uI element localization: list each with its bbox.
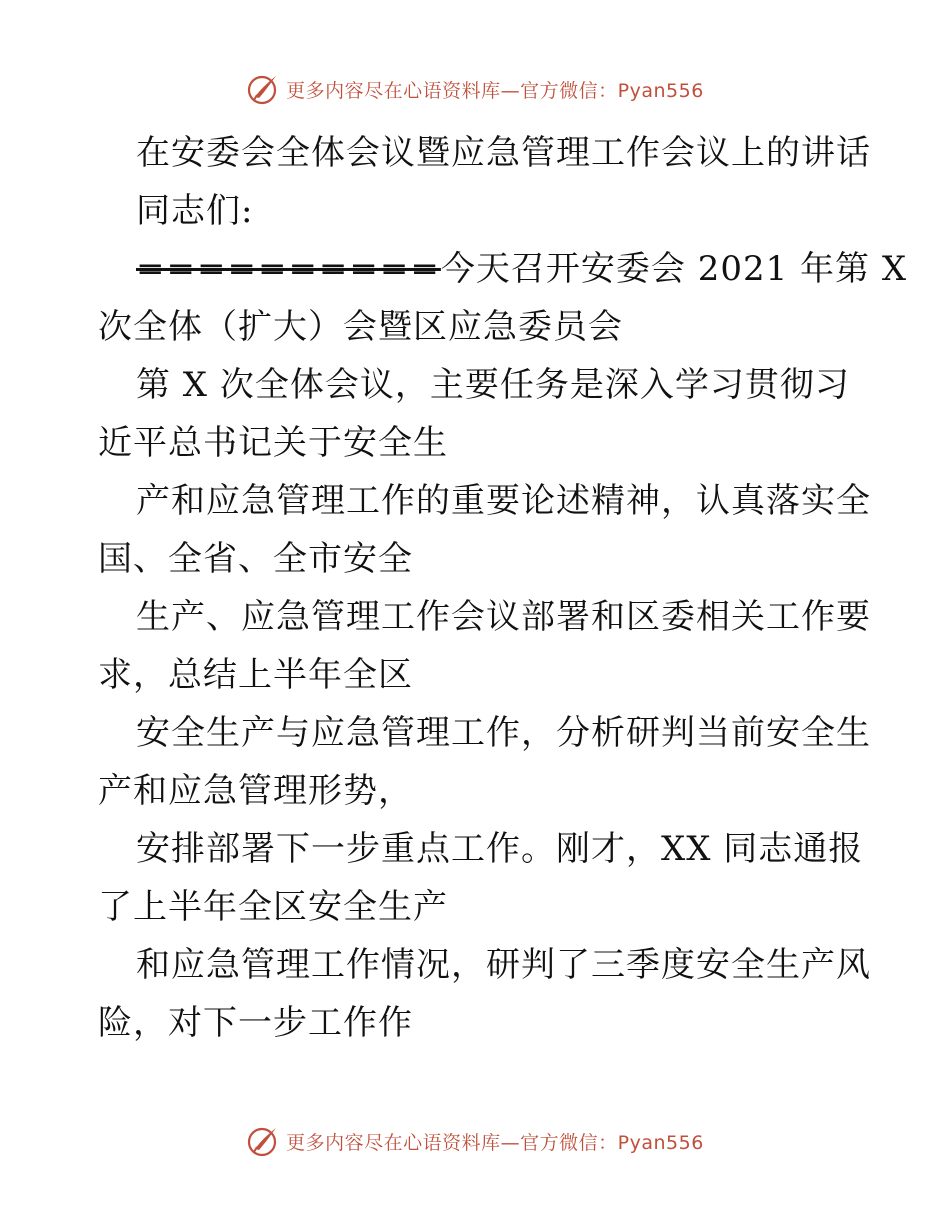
text-line xyxy=(98,646,858,704)
line-text: 安排部署下一步重点工作。刚才，XX 同志通报 xyxy=(136,829,864,869)
quill-logo-icon xyxy=(246,1124,280,1158)
struck-dash-run: ========== xyxy=(136,249,441,289)
line-text: 和应急管理工作情况，研判了三季度安全生产风 xyxy=(136,945,871,985)
text-line xyxy=(98,820,864,878)
speech-body xyxy=(98,124,908,1052)
line-text: 今天召开安委会 2021 年第 X xyxy=(440,249,908,289)
text-line xyxy=(98,240,908,298)
line-text: 国、全省、全市安全 xyxy=(98,539,413,579)
text-line xyxy=(98,994,858,1052)
text-line xyxy=(98,530,858,588)
text-line xyxy=(98,936,871,994)
line-text: 次全体（扩大）会暨区应急委员会 xyxy=(98,307,623,347)
text-line xyxy=(98,472,871,530)
footer-watermark xyxy=(0,1124,950,1158)
line-text: 第 X 次全体会议，主要任务是深入学习贯彻习 xyxy=(136,365,850,405)
text-line xyxy=(98,588,871,646)
line-text: 产和应急管理工作的重要论述精神，认真落实全 xyxy=(136,481,871,521)
line-text: 近平总书记关于安全生 xyxy=(98,423,448,463)
line-text: 险，对下一步工作作 xyxy=(98,1003,413,1043)
line-text: 了上半年全区安全生产 xyxy=(98,887,448,927)
text-line xyxy=(98,414,858,472)
watermark-text: 更多内容尽在心语资料库—官方微信：Pyan556 xyxy=(286,1131,704,1154)
quill-logo-icon xyxy=(246,72,280,106)
line-text: 安全生产与应急管理工作，分析研判当前安全生 xyxy=(136,713,871,753)
text-line xyxy=(98,878,858,936)
text-line xyxy=(98,704,871,762)
text-line xyxy=(98,298,858,356)
line-text: 生产、应急管理工作会议部署和区委相关工作要 xyxy=(136,597,871,637)
line-text: 同志们: xyxy=(136,191,254,231)
text-line xyxy=(98,182,858,240)
line-text: 求，总结上半年全区 xyxy=(98,655,413,695)
text-line xyxy=(98,762,858,820)
text-line xyxy=(98,356,858,414)
line-text: 在安委会全体会议暨应急管理工作会议上的讲话 xyxy=(136,133,871,173)
watermark-text: 更多内容尽在心语资料库—官方微信：Pyan556 xyxy=(286,79,704,102)
header-watermark xyxy=(0,72,950,106)
line-text: 产和应急管理形势， xyxy=(98,771,413,811)
text-line xyxy=(98,124,871,182)
